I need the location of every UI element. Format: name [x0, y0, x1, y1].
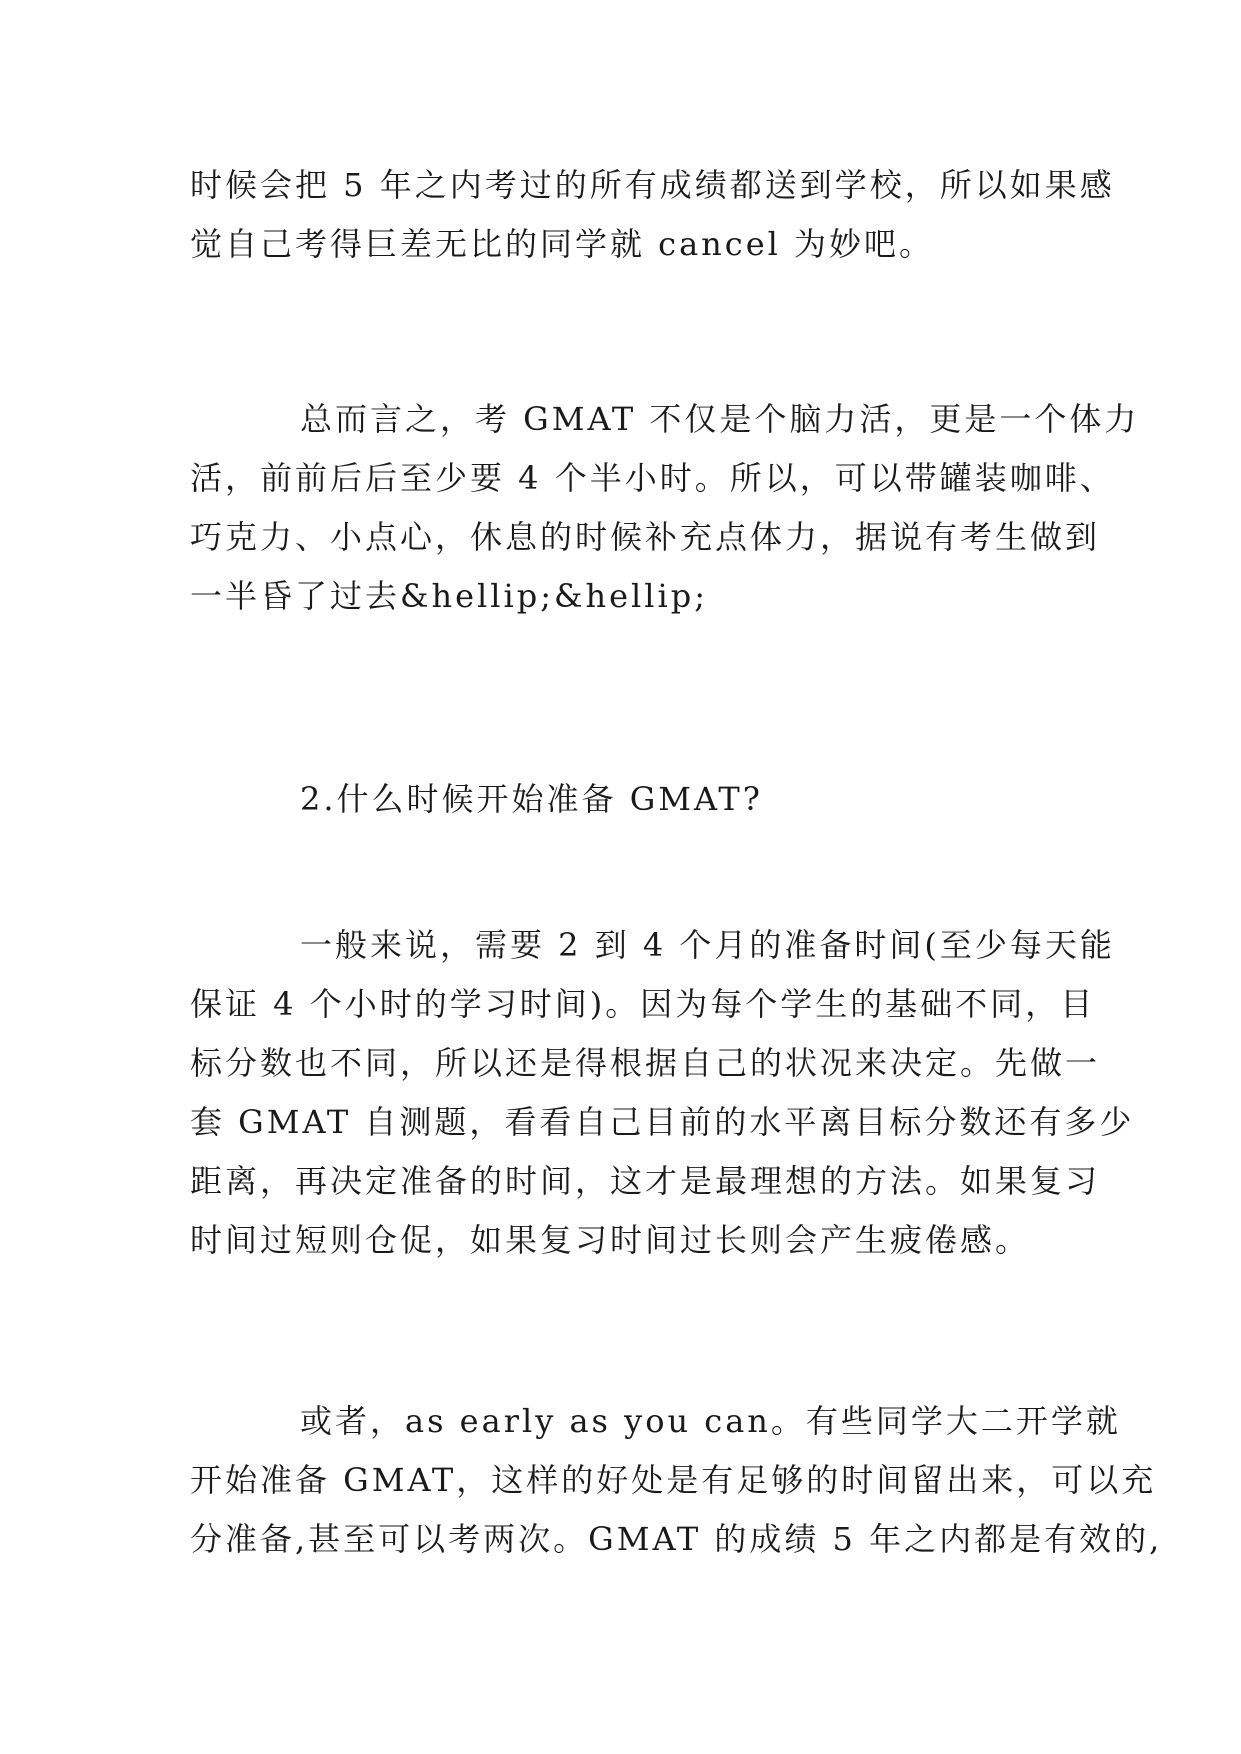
- text-line: 总而言之，考 GMAT 不仅是个脑力活，更是一个体力: [300, 400, 1140, 438]
- text-line: 时间过短则仓促，如果复习时间过长则会产生疲倦感。: [190, 1221, 1031, 1259]
- text-line: 保证 4 个小时的学习时间)。因为每个学生的基础不同，目: [190, 985, 1096, 1023]
- text-line: 套 GMAT 自测题，看看自己目前的水平离目标分数还有多少: [190, 1103, 1135, 1141]
- paragraph-start-early: [190, 1392, 1163, 1569]
- paragraph-preparation-time: [190, 916, 1135, 1270]
- text-line: 觉自己考得巨差无比的同学就 cancel 为妙吧。: [190, 225, 935, 263]
- paragraph-physical-stamina: [190, 390, 1140, 626]
- heading-line: 2.什么时候开始准备 GMAT?: [300, 780, 763, 818]
- text-line: 一般来说，需要 2 到 4 个月的准备时间(至少每天能: [300, 926, 1115, 964]
- text-line: 活，前前后后至少要 4 个半小时。所以，可以带罐装咖啡、: [190, 459, 1115, 497]
- section-heading: [190, 770, 1080, 829]
- text-line: 时候会把 5 年之内考过的所有成绩都送到学校，所以如果感: [190, 166, 1115, 204]
- text-line: 分准备,甚至可以考两次。GMAT 的成绩 5 年之内都是有效的,: [190, 1520, 1163, 1558]
- text-line: 标分数也不同，所以还是得根据自己的状况来决定。先做一: [190, 1044, 1101, 1082]
- text-line: 或者，as early as you can。有些同学大二开学就: [300, 1402, 1121, 1440]
- text-line: 一半昏了过去&hellip;&hellip;: [190, 577, 709, 615]
- text-line: 距离，再决定准备的时间，这才是最理想的方法。如果复习: [190, 1162, 1101, 1200]
- paragraph-score-cancel: [190, 156, 1115, 274]
- text-line: 巧克力、小点心，休息的时候补充点体力，据说有考生做到: [190, 518, 1101, 556]
- text-line: 开始准备 GMAT，这样的好处是有足够的时间留出来，可以充: [190, 1461, 1157, 1499]
